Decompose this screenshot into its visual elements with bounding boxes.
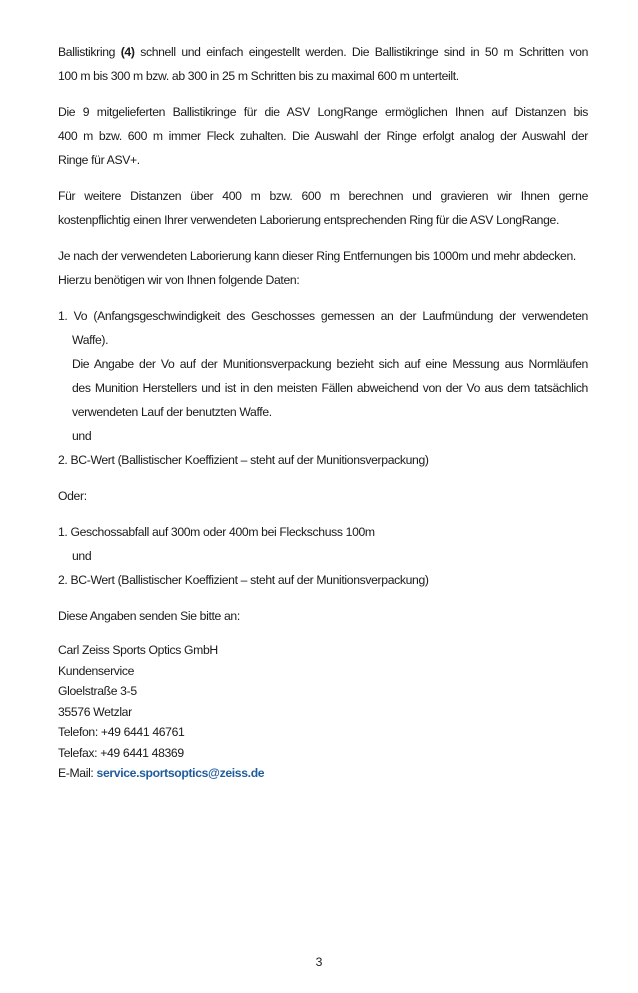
department: Kundenservice — [58, 663, 135, 678]
page-number: 3 — [315, 955, 323, 969]
text-line: Für weitere Distanzen über 400 m bzw. 600 m berechnen und gravieren wir Ihnen gerne — [58, 189, 588, 203]
paragraph-send — [58, 604, 588, 628]
contact-address — [58, 640, 588, 784]
text-line: Je nach der verwendeten Laborierung kann dieser Ring Entfernungen bis 1000m und mehr abdecken. — [58, 249, 576, 263]
company-name: Carl Zeiss Sports Optics GmbH — [58, 643, 218, 657]
paragraph-laborierung — [58, 244, 588, 292]
text-line: Oder: — [58, 489, 87, 503]
list-item-continuation: Die Angabe der Vo auf der Munitionsverpackung bezieht sich auf eine Messung aus Normläufen — [72, 357, 588, 371]
fax-number: Telefax: +49 6441 48369 — [58, 745, 184, 760]
email-link[interactable]: service.sportsoptics@zeiss.de — [96, 766, 265, 780]
paragraph-longrange — [58, 100, 588, 172]
list-item: 1. Geschossabfall auf 300m oder 400m bei Fleckschuss 100m — [58, 525, 375, 539]
list-item-continuation: des Munition Herstellers und ist in den meisten Fällen abweichend von der Vo aus dem tatsächlich — [72, 381, 588, 395]
paragraph-oder — [58, 484, 588, 508]
list-item: 2. BC-Wert (Ballistischer Koeffizient – steht auf der Munitionsverpackung) — [58, 573, 429, 587]
list-item: 1. Vo (Anfangsgeschwindigkeit des Geschosses gemessen an der Laufmündung der verwendeten — [58, 309, 588, 323]
text-line: 400 m bzw. 600 m immer Fleck zuhalten. Die Auswahl der Ringe erfolgt analog der Auswahl der — [58, 129, 588, 143]
required-data-list — [58, 304, 588, 472]
list-item-continuation: Waffe). — [72, 333, 109, 347]
paragraph-ballistikring — [58, 40, 588, 88]
paragraph-distances — [58, 184, 588, 232]
text-line: Diese Angaben senden Sie bitte an: — [58, 609, 240, 623]
email-line — [58, 763, 588, 784]
text-line: Ballistikring (4) schnell und einfach eingestellt werden. Die Ballistikringe sind in 50 m Schritten von — [58, 45, 588, 59]
text-line: kostenpflichtig einen Ihrer verwendeten Laborierung entsprechenden Ring für die ASV LongRange. — [58, 213, 559, 227]
phone-number: Telefon: +49 6441 46761 — [58, 725, 185, 739]
list-item: 2. BC-Wert (Ballistischer Koeffizient – steht auf der Munitionsverpackung) — [58, 453, 429, 467]
list-conjunction: und — [72, 549, 92, 563]
alternative-data-list — [58, 520, 588, 592]
list-item-continuation: verwendeten Lauf der benutzten Waffe. — [72, 405, 272, 419]
email-label: E-Mail: — [58, 766, 97, 780]
text-line: Hierzu benötigen wir von Ihnen folgende Daten: — [58, 273, 300, 287]
list-conjunction: und — [72, 429, 92, 443]
city: 35576 Wetzlar — [58, 704, 132, 719]
text-line: Ringe für ASV+. — [58, 153, 140, 167]
text-line: 100 m bis 300 m bzw. ab 300 in 25 m Schritten bis zu maximal 600 m unterteilt. — [58, 69, 459, 83]
street: Gloelstraße 3-5 — [58, 684, 137, 698]
text-line: Die 9 mitgelieferten Ballistikringe für die ASV LongRange ermöglichen Ihnen auf Distanzen bis — [58, 105, 588, 119]
reference-number: (4) — [120, 45, 135, 59]
document-page — [58, 40, 588, 784]
